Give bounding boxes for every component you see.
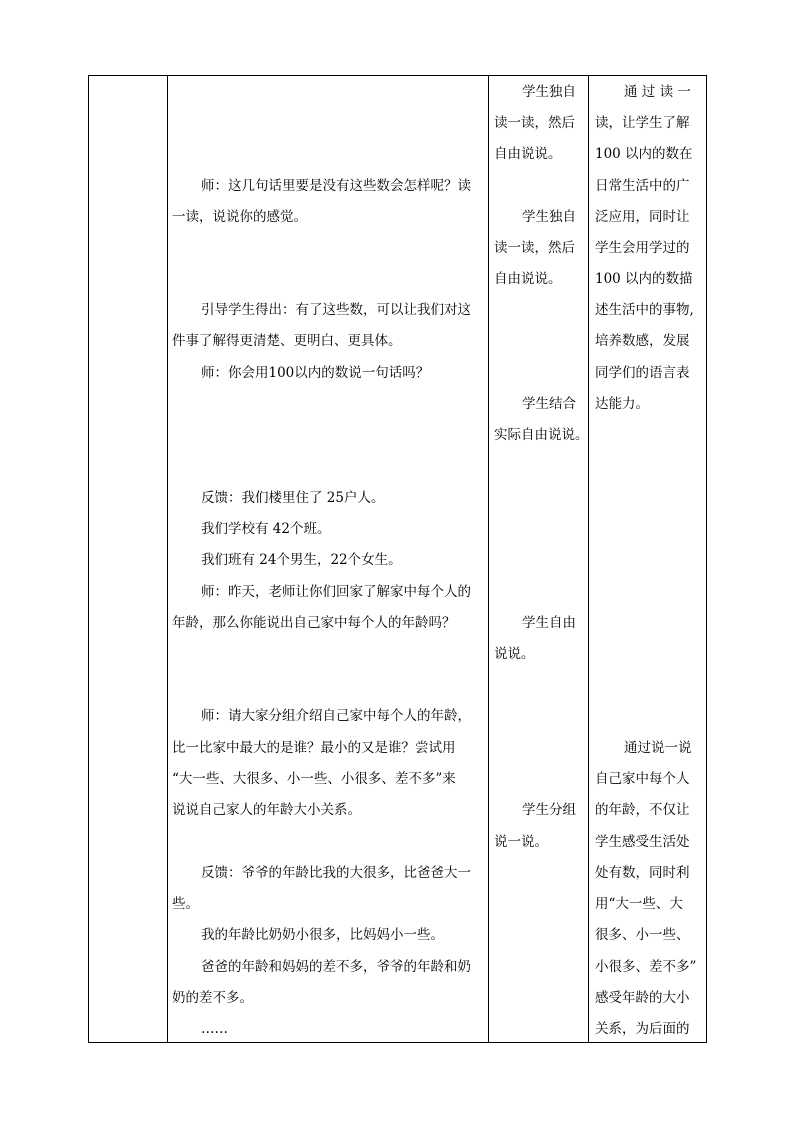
- teacher-line: 师：你会用100以内的数说一句话吗？: [201, 365, 430, 381]
- student-line: 学生结合: [522, 396, 576, 412]
- intent-line: 自己家中每个人: [595, 771, 690, 787]
- intent-line: 通过说一说: [624, 740, 692, 756]
- student-line: 读一读，然后: [494, 240, 575, 256]
- teacher-line: 一读，说说你的感觉。: [172, 209, 307, 225]
- teacher-line: 件事了解得更清楚、更明白、更具体。: [172, 333, 402, 349]
- intent-line: 100 以内的数在: [595, 146, 693, 162]
- intent-line: 用“大一些、大: [595, 896, 683, 912]
- intent-line: 学生会用学过的: [595, 240, 690, 256]
- intent-line: 日常生活中的广: [595, 178, 690, 194]
- intent-line: 达能力。: [595, 396, 649, 412]
- column-divider-3: [588, 76, 589, 1042]
- teacher-line: 引导学生得出：有了这些数，可以让我们对这: [201, 302, 471, 318]
- student-line: 说说。: [494, 646, 535, 662]
- teacher-line: ……: [201, 1021, 228, 1037]
- intent-line: 的年龄，不仅让: [595, 802, 690, 818]
- teacher-line: 师：这几句话里要是没有这些数会怎样呢？读: [201, 178, 471, 194]
- student-line: 自由说说。: [494, 146, 562, 162]
- intent-line: 处有数，同时利: [595, 865, 690, 881]
- teacher-line: 年龄，那么你能说出自己家中每个人的年龄吗？: [172, 615, 456, 631]
- intent-line: 读，让学生了解: [595, 115, 690, 131]
- intent-line: 很多、小一些、: [595, 927, 690, 943]
- teacher-line: 爸爸的年龄和妈妈的差不多，爷爷的年龄和奶: [201, 959, 471, 975]
- teacher-line: 师：请大家分组介绍自己家中每个人的年龄，: [201, 708, 471, 724]
- intent-line: 100 以内的数描: [595, 271, 693, 287]
- teacher-line: 些。: [172, 896, 199, 912]
- student-line: 说一说。: [494, 834, 548, 850]
- teacher-line: 我们班有 24个男生，22个女生。: [201, 552, 402, 568]
- teacher-line: 师：昨天，老师让你们回家了解家中每个人的: [201, 584, 471, 600]
- student-line: 自由说说。: [494, 271, 562, 287]
- intent-line: 小很多、差不多”: [595, 959, 697, 975]
- intent-line: 同学们的语言表: [595, 365, 690, 381]
- student-line: 学生分组: [522, 802, 576, 818]
- intent-line: 感受年龄的大小: [595, 990, 690, 1006]
- intent-line: 培养数感，发展: [595, 333, 690, 349]
- teacher-line: 反馈：我们楼里住了 25户人。: [201, 490, 385, 506]
- student-line: 实际自由说说。: [494, 427, 589, 443]
- teacher-line: “大一些、大很多、小一些、小很多、差不多”来: [172, 771, 456, 787]
- teacher-line: 我们学校有 42个班。: [201, 521, 331, 537]
- teacher-line: 奶的差不多。: [172, 990, 253, 1006]
- intent-line: 泛应用，同时让: [595, 209, 690, 225]
- teacher-line: 说说自己家人的年龄大小关系。: [172, 802, 361, 818]
- teacher-line: 反馈：爷爷的年龄比我的大很多，比爸爸大一: [201, 865, 471, 881]
- teacher-line: 比一比家中最大的是谁？最小的又是谁？尝试用: [172, 740, 456, 756]
- column-divider-1: [167, 76, 168, 1042]
- student-line: 学生独自: [522, 84, 576, 100]
- column-divider-2: [488, 76, 489, 1042]
- intent-line: 述生活中的事物,: [595, 302, 694, 318]
- intent-line: 学生感受生活处: [595, 834, 690, 850]
- intent-line: 通 过 读 一: [624, 84, 691, 100]
- student-line: 读一读，然后: [494, 115, 575, 131]
- teacher-line: 我的年龄比奶奶小很多，比妈妈小一些。: [201, 927, 444, 943]
- student-line: 学生自由: [522, 615, 576, 631]
- intent-line: 关系，为后面的: [595, 1021, 690, 1037]
- student-line: 学生独自: [522, 209, 576, 225]
